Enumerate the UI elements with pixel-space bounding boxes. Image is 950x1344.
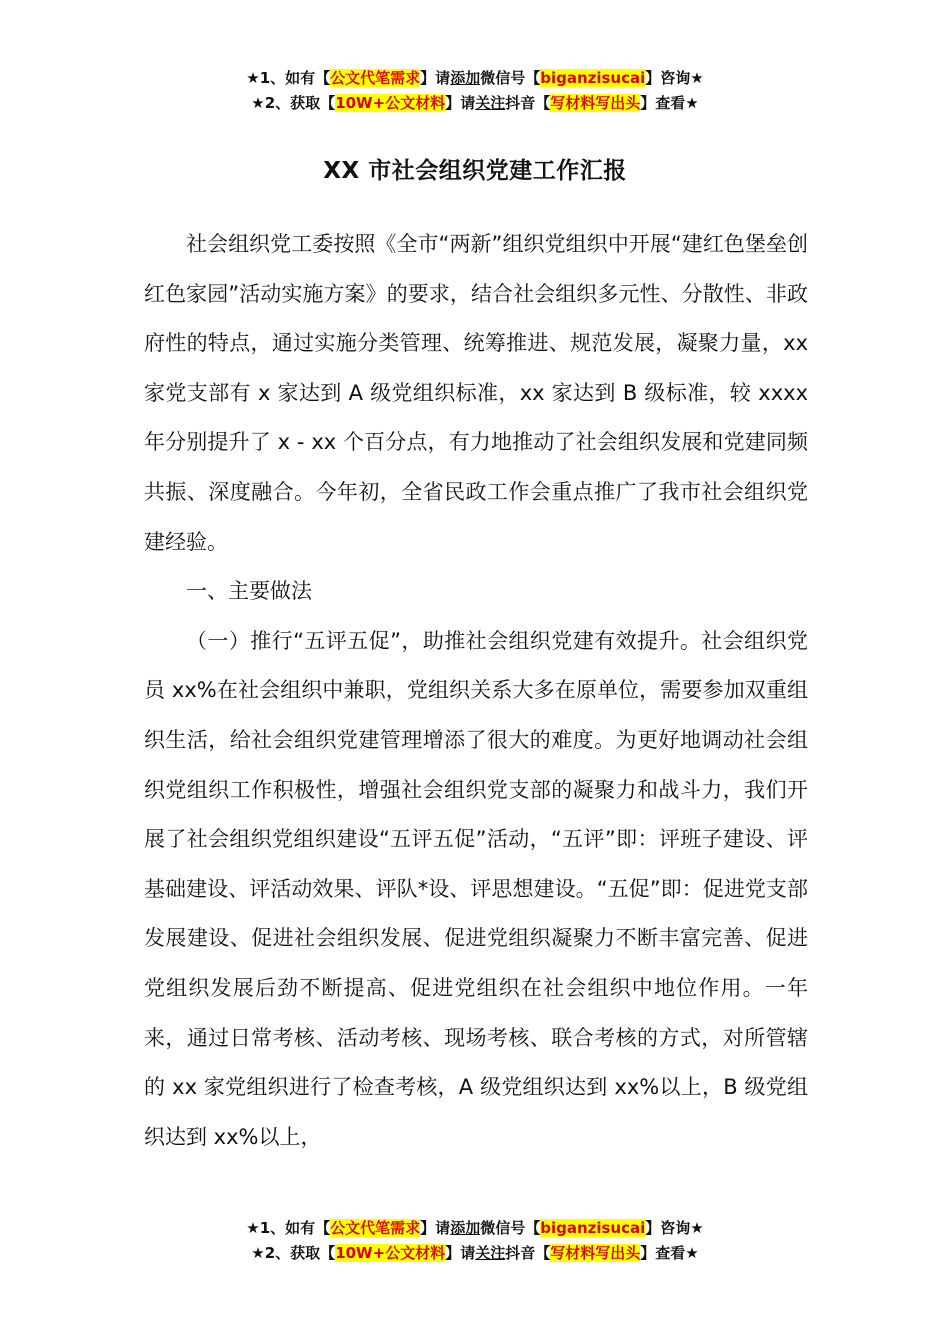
banner-highlight: 10W+公文材料 xyxy=(335,94,446,112)
banner-text: 】咨询★ xyxy=(645,69,704,87)
paragraph-intro: 社会组织党工委按照《全市“两新”组织党组织中开展“建红色堡垒创红色家园”活动实施方案》的要求，结合社会组织多元性、分散性、非政府性的特点，通过实施分类管理、统筹推进、规范发展，凝聚力量，xx 家党支部有 x 家达到 A 级党组织标准，xx 家达到 B 级标准，较 xxxx 年分别提升了 x - xx 个百分点，有力地推动了社会组织发展和党建同频共振、深度融合。今年初，全省民政工作会重点推广了我市社会组织党建经验。 xyxy=(144,232,808,554)
document-title: XX 市社会组织党建工作汇报 xyxy=(323,158,627,184)
banner-highlight: 10W+公文材料 xyxy=(335,1244,446,1262)
banner-text: 微信号【 xyxy=(480,69,541,87)
banner-text: 】查看★ xyxy=(640,1244,699,1262)
banner-line-2 xyxy=(0,1241,950,1266)
paragraph-section-1: （一）推行“五评五促”，助推社会组织党建有效提升。社会组织党员 xx%在社会组织中兼职，党组织关系大多在原单位，需要参加双重组织生活，给社会组织党建管理增添了很大的难度。为更好地调动社会组织党组织工作积极性，增强社会组织党支部的凝聚力和战斗力，我们开展了社会组织党组织建设“五评五促”活动，“五评”即：评班子建设、评基础建设、评活动效果、评队*设、评思想建设。“五促”即：促进党支部发展建设、促进社会组织发展、促进党组织凝聚力不断丰富完善、促进党组织发展后劲不断提高、促进党组织在社会组织中地位作用。一年来，通过日常考核、活动考核、现场考核、联合考核的方式，对所管辖的 xx 家党组织进行了检查考核，A 级党组织达到 xx%以上，B 级党组织达到 xx%以上， xyxy=(144,628,808,1149)
banner-text: 抖音【 xyxy=(505,1244,551,1262)
banner-highlight: 公文代笔需求 xyxy=(330,69,421,87)
banner-underline: 添加 xyxy=(450,69,481,87)
banner-text: ★2、获取【 xyxy=(251,1244,336,1262)
banner-text: 】请 xyxy=(420,1219,451,1237)
footer-banner xyxy=(0,1216,950,1266)
banner-text: ★1、如有【 xyxy=(246,69,331,87)
header-banner xyxy=(0,66,950,116)
banner-highlight: 公文代笔需求 xyxy=(330,1219,421,1237)
banner-line-1 xyxy=(0,66,950,91)
douyin-highlight: 写材料写出头 xyxy=(550,94,641,112)
banner-line-1 xyxy=(0,1216,950,1241)
banner-text: 】请 xyxy=(445,1244,476,1262)
banner-text: 】咨询★ xyxy=(645,1219,704,1237)
douyin-highlight: 写材料写出头 xyxy=(550,1244,641,1262)
banner-text: ★2、获取【 xyxy=(251,94,336,112)
banner-text: 】查看★ xyxy=(640,94,699,112)
wechat-id-highlight: biganzisucai xyxy=(540,69,646,87)
document-body xyxy=(144,220,808,1162)
banner-text: 】请 xyxy=(445,94,476,112)
wechat-id-highlight: biganzisucai xyxy=(540,1219,646,1237)
banner-text: ★1、如有【 xyxy=(246,1219,331,1237)
banner-underline: 添加 xyxy=(450,1219,481,1237)
banner-text: 抖音【 xyxy=(505,94,551,112)
section-heading: 一、主要做法 xyxy=(186,579,312,604)
banner-text: 微信号【 xyxy=(480,1219,541,1237)
banner-underline: 关注 xyxy=(475,1244,506,1262)
banner-text: 】请 xyxy=(420,69,451,87)
banner-underline: 关注 xyxy=(475,94,506,112)
banner-line-2 xyxy=(0,91,950,116)
